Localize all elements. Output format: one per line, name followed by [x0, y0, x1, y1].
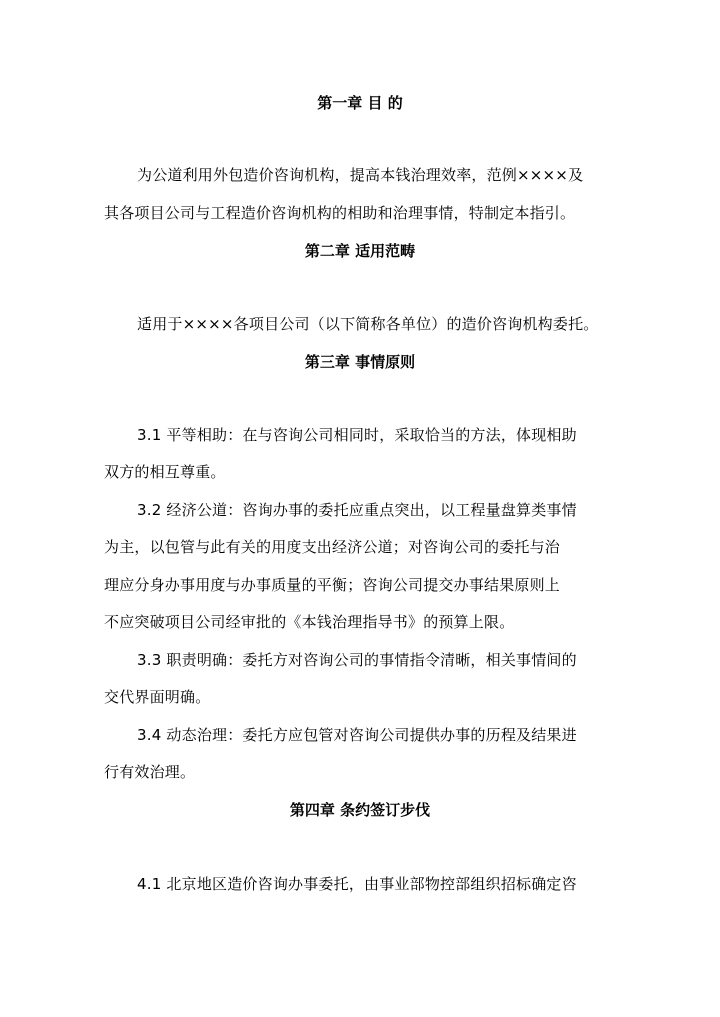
- chapter-4-title: 第四章 条约签订步伐: [289, 801, 431, 819]
- section-3-2-line-1: 3.2 经济公道：咨询办事的委托应重点突出，以工程量盘算类事情: [137, 501, 577, 519]
- chapter-2-title: 第二章 适用范畴: [304, 242, 416, 260]
- section-3-4-line-2: 行有效治理。: [104, 763, 196, 781]
- section-3-2-line-4: 不应突破项目公司经审批的《本钱治理指导书》的预算上限。: [104, 613, 515, 631]
- chapter-3-title: 第三章 事情原则: [304, 353, 416, 371]
- section-3-3-line-1: 3.3 职责明确：委托方对咨询公司的事情指令清晰，相关事情间的: [137, 651, 577, 669]
- chapter-1-line-2: 其各项目公司与工程造价咨询机构的相助和治理事情，特制定本指引。: [104, 204, 576, 222]
- section-3-3-line-2: 交代界面明确。: [104, 688, 211, 706]
- chapter-1-title: 第一章 目 的: [317, 94, 403, 112]
- chapter-1-line-1: 为公道利用外包造价咨询机构，提高本钱治理效率，范例××××及: [137, 166, 584, 184]
- section-3-4-line-1: 3.4 动态治理：委托方应包管对咨询公司提供办事的历程及结果进: [137, 726, 577, 744]
- section-4-1-line-1: 4.1 北京地区造价咨询办事委托，由事业部物控部组织招标确定咨: [137, 875, 577, 893]
- section-3-1-line-1: 3.1 平等相助：在与咨询公司相同时，采取恰当的方法，体现相助: [137, 426, 577, 444]
- section-3-2-line-3: 理应分身办事用度与办事质量的平衡；咨询公司提交办事结果原则上: [104, 576, 561, 594]
- section-3-2-line-2: 为主，以包管与此有关的用度支出经济公道；对咨询公司的委托与治: [104, 538, 561, 556]
- chapter-2-line-1: 适用于××××各项目公司（以下简称各单位）的造价咨询机构委托。: [137, 315, 599, 333]
- section-3-1-line-2: 双方的相互尊重。: [104, 463, 226, 481]
